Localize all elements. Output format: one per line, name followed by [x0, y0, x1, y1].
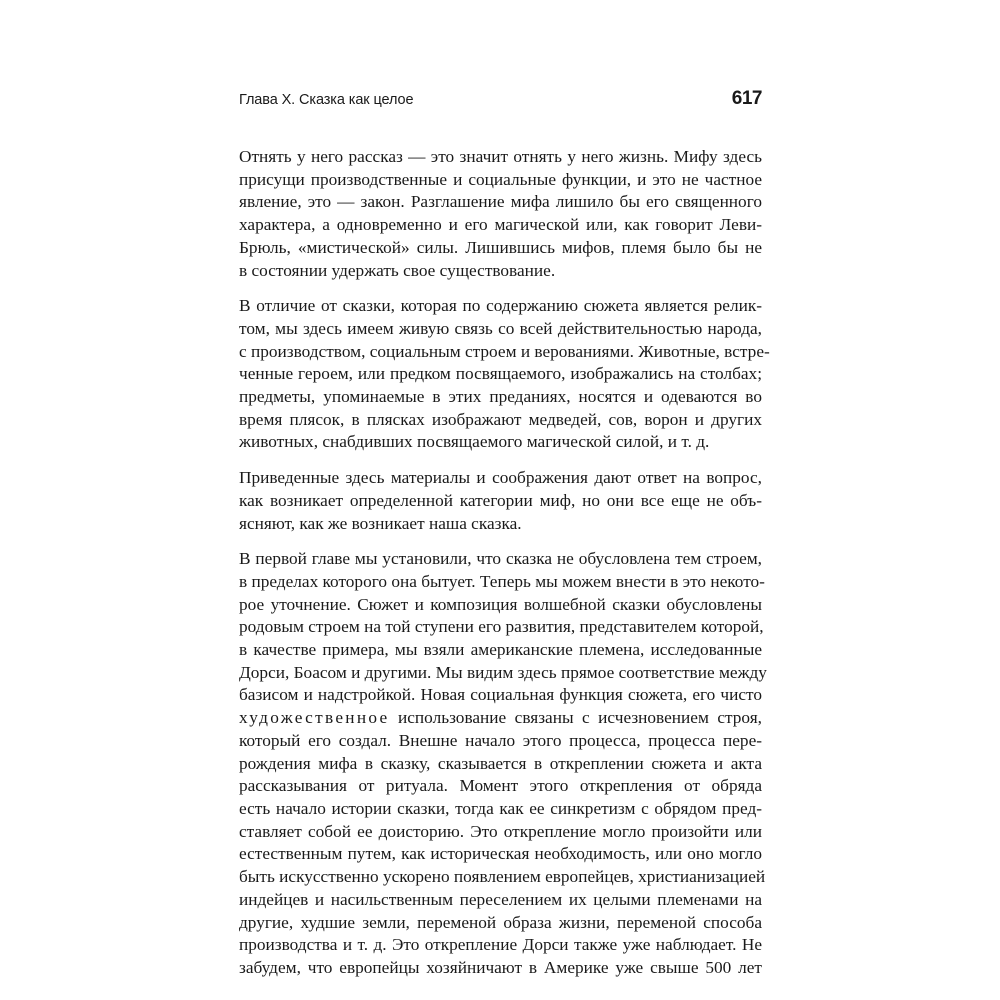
text-line: производства и т. д. Это открепление Дорси также уже наблюдает. Не: [239, 935, 762, 955]
text-line: базисом и надстройкой. Новая социальная функция сюжета, его чисто: [239, 685, 762, 705]
text-line: время плясок, в плясках изображают медведей, сов, ворон и других: [239, 409, 762, 429]
text-line: рассказывания от ритуала. Момент этого открепления от обряда: [239, 776, 762, 796]
page-number: 617: [731, 88, 762, 109]
text-line: забудем, что европейцы хозяйничают в Америке уже свыше 500 лет: [239, 957, 762, 977]
text-line: индейцев и насильственным переселением их целыми племенами на: [239, 889, 762, 909]
text-line: в качестве примера, мы взяли американские племена, исследованные: [239, 640, 762, 660]
text-line: родовым строем на той ступени его развития, представителем которой,: [239, 617, 764, 637]
text-line: естественным путем, как историческая необходимость, или оно могло: [239, 844, 762, 864]
text-line: есть начало истории сказки, тогда как ее синкретизм с обрядом пред-: [239, 798, 762, 818]
text-line: Отнять у него рассказ — это значит отнять у него жизнь. Мифу здесь: [239, 147, 762, 166]
body-text: [239, 146, 770, 993]
text-line: как возникает определенной категории миф, но они все еще не объ-: [239, 490, 762, 510]
text-line: характера, а одновременно и его магической или, как говорит Леви-: [239, 215, 762, 235]
text-line: с производством, социальным строем и верованиями. Животные, встре-: [239, 341, 770, 361]
text-line-spaced: [239, 707, 762, 730]
paragraph-3: [239, 467, 762, 535]
text-line: ясняют, как же возникает наша сказка.: [239, 513, 522, 533]
text-line: Брюль, «мистической» силы. Лишившись мифов, племя было бы не: [239, 237, 762, 257]
spaced-word: художественное: [239, 708, 390, 728]
text-line: В отличие от сказки, которая по содержанию сюжета является релик-: [239, 296, 762, 316]
chapter-title: Глава X. Сказка как целое: [239, 92, 414, 108]
running-header: [239, 88, 762, 112]
text-line: в состоянии удержать свое существование.: [239, 260, 556, 280]
text-line: предметы, упоминаемые в этих преданиях, носятся и одеваются во: [239, 387, 762, 407]
text-line: быть искусственно ускорено появлением европейцев, христианизацией: [239, 867, 766, 887]
text-line: В первой главе мы установили, что сказка не обусловлена тем строем,: [239, 549, 762, 569]
text-line: явление, это — закон. Разглашение мифа лишило бы его священного: [239, 192, 762, 212]
text-line: который его создал. Внешне начало этого процесса, процесса пере-: [239, 730, 762, 750]
text-line: ставляет собой ее доисторию. Это открепление могло произойти или: [239, 821, 762, 841]
text-line: животных, снабдивших посвящаемого магической силой, и т. д.: [239, 432, 710, 452]
text-line: другие, худшие земли, переменой образа жизни, переменой способа: [239, 912, 762, 932]
text-line: присущи производственные и социальные функции, и это не частное: [239, 169, 762, 189]
text-line: том, мы здесь имеем живую связь со всей действительностью народа,: [239, 318, 762, 338]
text-line: ченные героем, или предком посвящаемого, изображались на столбах;: [239, 364, 762, 384]
text-line: рое уточнение. Сюжет и композиция волшебной сказки обусловлены: [239, 594, 762, 614]
paragraph-2: [239, 295, 770, 454]
paragraph-4: [239, 548, 767, 979]
text-line: рождения мифа в сказку, сказывается в откреплении сюжета и акта: [239, 753, 762, 773]
paragraph-1: [239, 146, 762, 282]
text-line: Приведенные здесь материалы и соображения дают ответ на вопрос,: [239, 468, 762, 488]
spaced-line-rest: использование связаны с исчезновением строя,: [389, 708, 762, 728]
text-line: Дорси, Боасом и другими. Мы видим здесь прямое соответствие между: [239, 662, 767, 682]
text-line: в пределах которого она бытует. Теперь мы можем внести в это некото-: [239, 571, 765, 591]
